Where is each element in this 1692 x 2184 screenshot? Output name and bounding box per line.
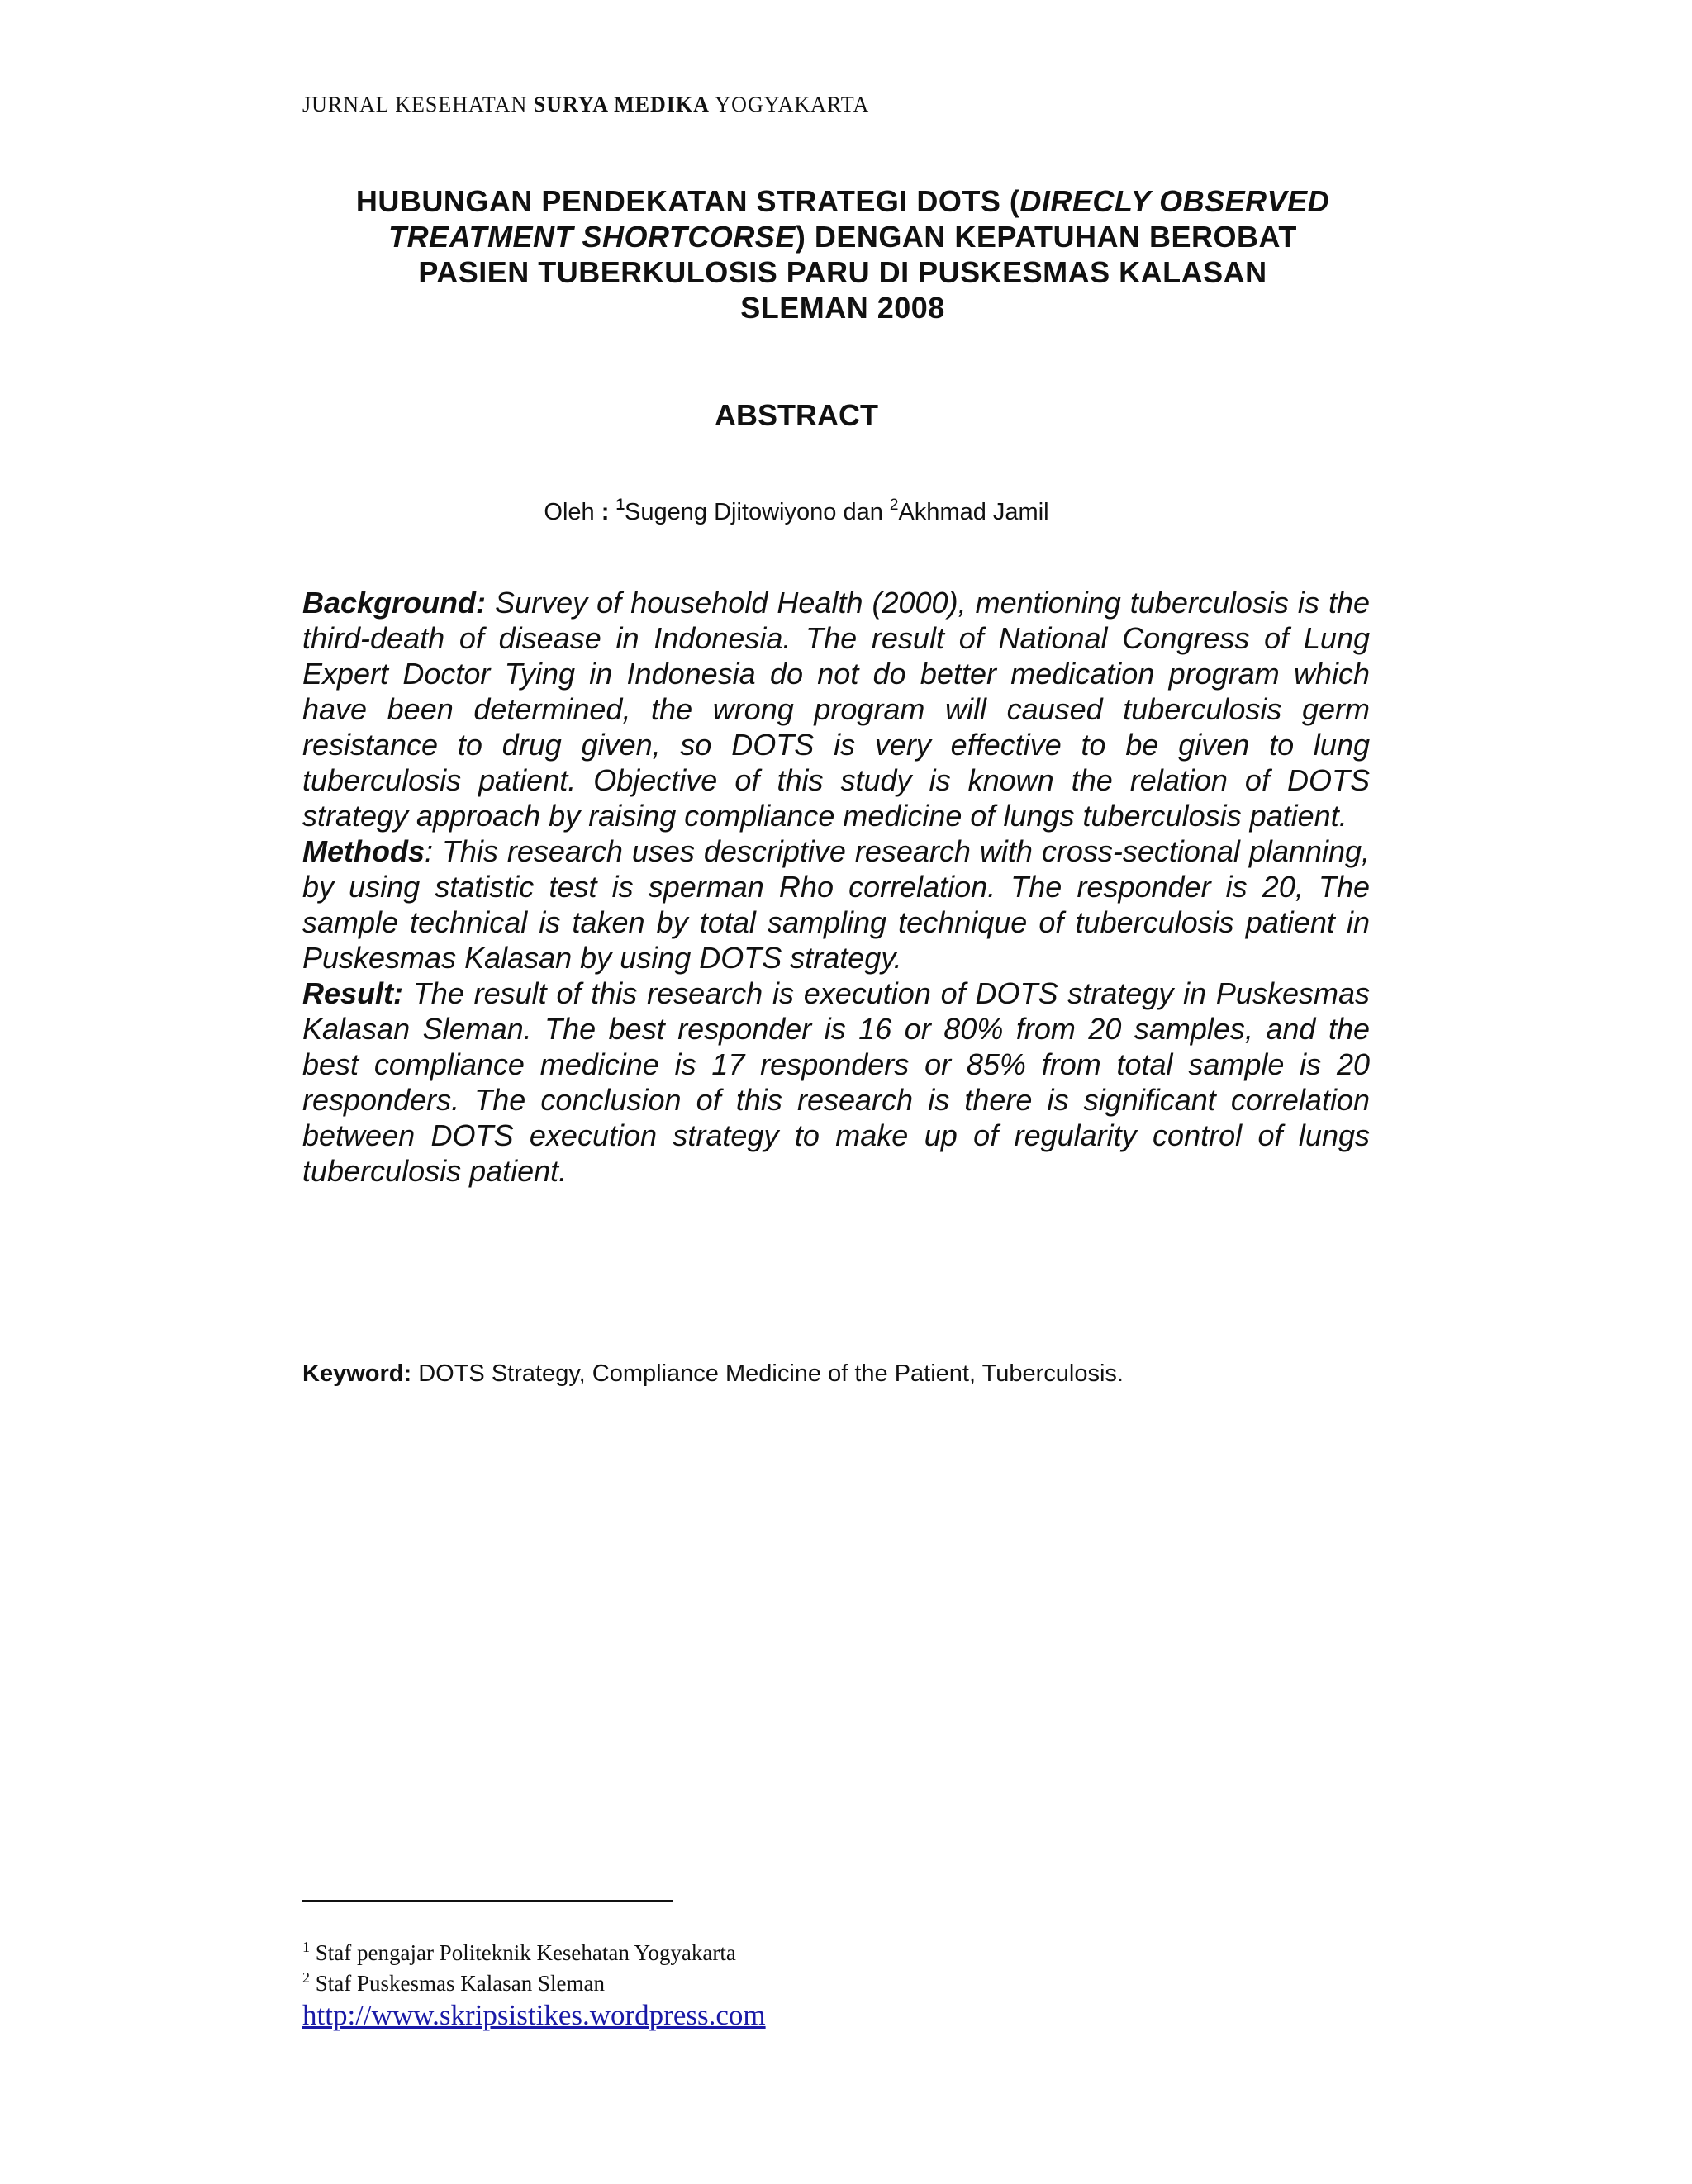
abstract-methods bbox=[302, 833, 1370, 976]
keywords bbox=[302, 1360, 1188, 1389]
journal-name-prefix: JURNAL KESEHATAN bbox=[302, 93, 528, 116]
result-label: Result: bbox=[302, 976, 404, 1010]
title-line-2: TREATMENT SHORTCORSE) DENGAN KEPATUHAN BEROBAT bbox=[388, 220, 1297, 254]
footnote-divider bbox=[302, 1900, 673, 1902]
abstract-result bbox=[302, 976, 1370, 1189]
footnotes bbox=[302, 1938, 766, 2032]
author-1-name: Sugeng Djitowiyono bbox=[625, 499, 837, 525]
title-line-4: SLEMAN 2008 bbox=[740, 291, 945, 325]
footnote-1-mark: 1 bbox=[302, 1939, 310, 1955]
footnote-2-text: Staf Puskesmas Kalasan Sleman bbox=[315, 1971, 605, 1996]
author-conjunction: dan bbox=[843, 499, 883, 525]
footnote-1-text: Staf pengajar Politeknik Kesehatan Yogyakarta bbox=[315, 1940, 736, 1965]
website-link[interactable]: http://www.skripsistikes.wordpress.com bbox=[302, 1999, 766, 2031]
journal-header bbox=[302, 93, 869, 117]
methods-text: : This research uses descriptive research with cross-sectional planning, by using statistic test is sperman Rho correlation. The responder is 20, The sample technical is taken by total sampling technique of tuberculosis patient in Puskesmas Kalasan by using DOTS strategy. bbox=[302, 834, 1370, 975]
journal-name-bold: SURYA MEDIKA bbox=[533, 93, 710, 116]
paper-title bbox=[302, 183, 1383, 325]
background-label: Background: bbox=[302, 586, 487, 620]
footnote-2-mark: 2 bbox=[302, 1969, 310, 1986]
abstract-body bbox=[302, 585, 1370, 1189]
author-prefix: Oleh bbox=[544, 499, 595, 525]
abstract-heading: ABSTRACT bbox=[715, 398, 878, 432]
keywords-text: DOTS Strategy, Compliance Medicine of the Patient, Tuberculosis. bbox=[418, 1360, 1124, 1387]
background-text: Survey of household Health (2000), mentioning tuberculosis is the third-death of disease in Indonesia. The result of National Congress of Lung Expert Doctor Tying in Indonesia do not do better medication program which have been determined, the wrong program will caused tuberculosis germ resistance to drug given, so DOTS is very effective to be given to lung tuberculosis patient. Objective of this study is known the relation of DOTS strategy approach by raising compliance medicine of lungs tuberculosis patient. bbox=[302, 586, 1370, 833]
journal-name-suffix: YOGYAKARTA bbox=[715, 93, 870, 116]
footnote-1 bbox=[302, 1938, 766, 1968]
keywords-label: Keyword: bbox=[302, 1360, 412, 1387]
author-line bbox=[0, 496, 1593, 526]
author-2-name: Akhmad Jamil bbox=[898, 499, 1049, 525]
author-2-affiliation-mark: 2 bbox=[889, 496, 899, 514]
author-1-affiliation-mark: 1 bbox=[615, 496, 625, 514]
title-line-1: HUBUNGAN PENDEKATAN STRATEGI DOTS (DIRECLY OBSERVED bbox=[355, 184, 1330, 218]
title-line-3: PASIEN TUBERKULOSIS PARU DI PUSKESMAS KALASAN bbox=[418, 255, 1267, 289]
abstract-background bbox=[302, 585, 1370, 833]
result-text: The result of this research is execution of DOTS strategy in Puskesmas Kalasan Sleman. The best responder is 16 or 80% from 20 samples, and the best compliance medicine is 17 responders or 85% from total sample is 20 responders. The conclusion of this research is there is significant correlation between DOTS execution strategy to make up of regularity control of lungs tuberculosis patient. bbox=[302, 976, 1370, 1188]
methods-label: Methods bbox=[302, 834, 425, 868]
footnote-2 bbox=[302, 1968, 766, 1999]
author-colon: : bbox=[601, 499, 610, 525]
